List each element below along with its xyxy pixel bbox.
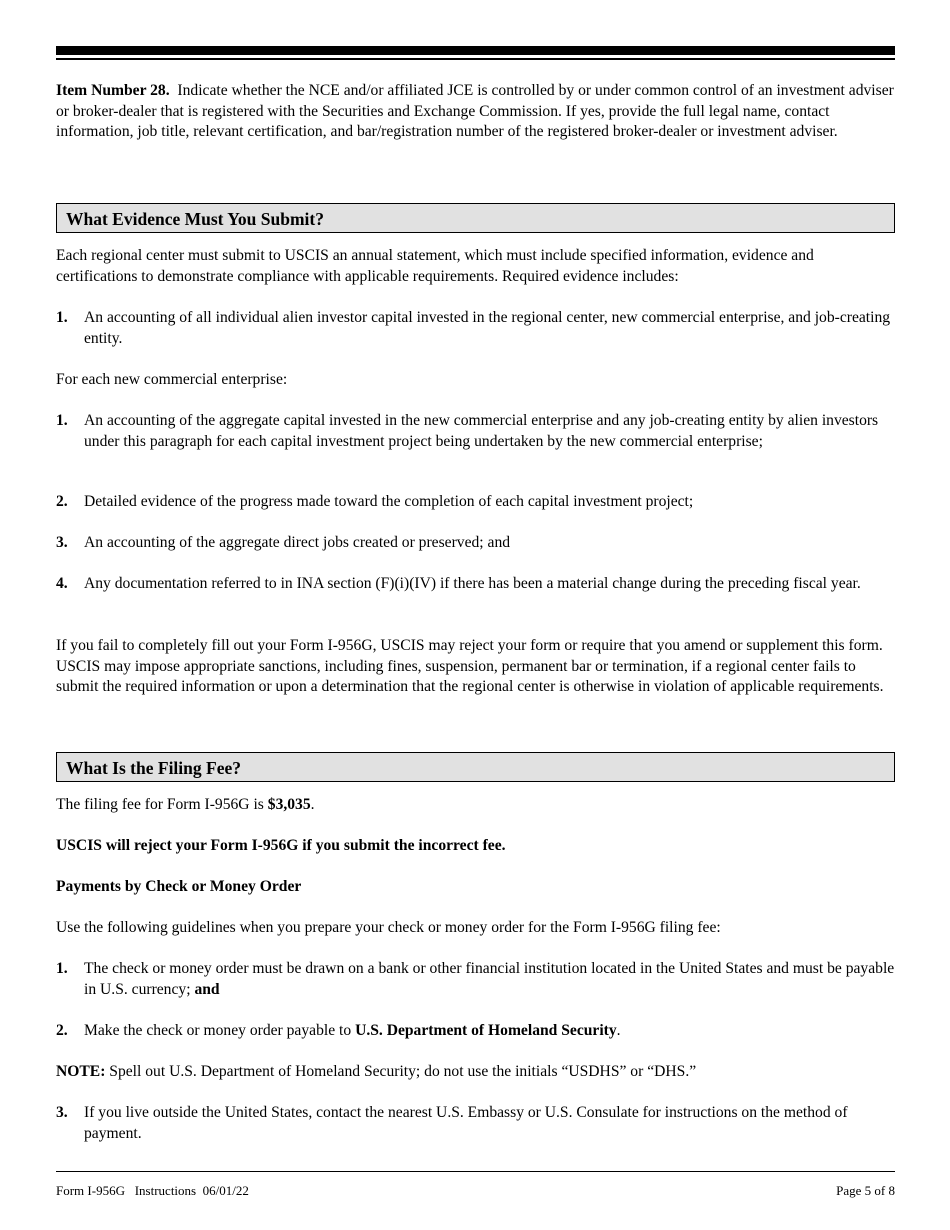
list-item-text: If you live outside the United States, contact the nearest U.S. Embassy or U.S. Consulate for instructions on the method of payment.	[84, 1104, 848, 1142]
payee-name: U.S. Department of Homeland Security	[355, 1022, 617, 1039]
list-item-text: An accounting of all individual alien investor capital invested in the regional center, new commercial enterprise, and job-creating entity.	[84, 309, 891, 347]
list-item	[56, 574, 895, 595]
fee-text-period: .	[310, 796, 315, 813]
list-item-text: An accounting of the aggregate direct jobs created or preserved; and	[84, 534, 511, 551]
list-item-number: 3.	[56, 534, 68, 551]
fee-amount: $3,035	[267, 796, 311, 813]
list-item	[56, 1103, 895, 1144]
evidence-closing-text: If you fail to completely fill out your Form I-956G, USCIS may reject your form or require that you amend or supplement this form. USCIS may impose appropriate sanctions, including fines, suspension, permanent bar or termination, if a regional center fails to submit the required information or upon a determination that the regional center is otherwise in violation of applicable requirements.	[56, 637, 884, 695]
guidelines-intro	[56, 918, 895, 939]
list-item	[56, 533, 895, 554]
list-item-text: Detailed evidence of the progress made toward the completion of each capital investment project;	[84, 493, 694, 510]
nce-intro-text: For each new commercial enterprise:	[56, 371, 288, 388]
header-rule-thin	[56, 58, 895, 60]
note-text: Spell out U.S. Department of Homeland Security; do not use the initials “USDHS” or “DHS.”	[105, 1063, 697, 1080]
footer-form-id: Form I-956G Instructions 06/01/22	[56, 1183, 249, 1198]
header-rule-thick	[56, 46, 895, 55]
list-item-period: .	[616, 1022, 621, 1039]
section-header-filing-fee	[56, 752, 895, 782]
guidelines-intro-text: Use the following guidelines when you prepare your check or money order for the Form I-956G filing fee:	[56, 919, 721, 936]
list-item-text: The check or money order must be drawn on a bank or other financial institution located in the United States and must be payable in U.S. currency;	[84, 960, 895, 998]
fee-warning	[56, 836, 895, 857]
footer-page-number: Page 5 of 8	[836, 1183, 895, 1198]
evidence-closing	[56, 636, 895, 698]
fee-warning-text: USCIS will reject your Form I-956G if you submit the incorrect fee.	[56, 837, 506, 854]
list-item	[56, 1021, 895, 1042]
evidence-intro	[56, 246, 895, 287]
list-item-emphasis: and	[194, 980, 220, 998]
list-item-number: 1.	[56, 309, 68, 326]
payments-heading	[56, 877, 895, 898]
list-item-number: 1.	[56, 960, 68, 977]
list-item-text: Make the check or money order payable to	[84, 1022, 356, 1039]
note-paragraph	[56, 1062, 895, 1083]
list-item-number: 4.	[56, 575, 68, 592]
list-item-text: An accounting of the aggregate capital invested in the new commercial enterprise and any job-creating entity by alien investors under this paragraph for each capital investment project being undertaken by the new commercial enterprise;	[84, 412, 879, 450]
list-item-number: 1.	[56, 412, 68, 429]
section-header-evidence	[56, 203, 895, 233]
item-28-label: Item Number 28.	[56, 82, 170, 99]
section-title-filing-fee: What Is the Filing Fee?	[66, 758, 241, 778]
nce-intro	[56, 370, 895, 391]
item-28-text: Indicate whether the NCE and/or affiliated JCE is controlled by or under common control of an investment adviser or broker-dealer that is registered with the Securities and Exchange Commission. If yes, provide the full legal name, contact information, job title, relevant certification, and bar/registration number of the registered broker-dealer or investment adviser.	[56, 82, 894, 140]
note-label: NOTE:	[56, 1063, 106, 1080]
list-item	[56, 308, 895, 349]
item-28-paragraph	[56, 81, 895, 143]
list-item-number: 3.	[56, 1104, 68, 1121]
list-item-text: Any documentation referred to in INA section (F)(i)(IV) if there has been a material change during the preceding fiscal year.	[84, 575, 861, 592]
payments-heading-text: Payments by Check or Money Order	[56, 878, 302, 895]
section-title-evidence: What Evidence Must You Submit?	[66, 209, 324, 229]
footer-rule	[56, 1171, 895, 1172]
list-item	[56, 411, 895, 452]
list-item	[56, 492, 895, 513]
evidence-intro-text: Each regional center must submit to USCIS an annual statement, which must include specified information, evidence and certifications to demonstrate compliance with applicable requirements. Required evidence includes:	[56, 247, 814, 285]
list-item	[56, 959, 895, 1000]
list-item-number: 2.	[56, 493, 68, 510]
list-item-number: 2.	[56, 1022, 68, 1039]
fee-amount-paragraph	[56, 795, 895, 816]
fee-text: The filing fee for Form I-956G is	[56, 796, 268, 813]
